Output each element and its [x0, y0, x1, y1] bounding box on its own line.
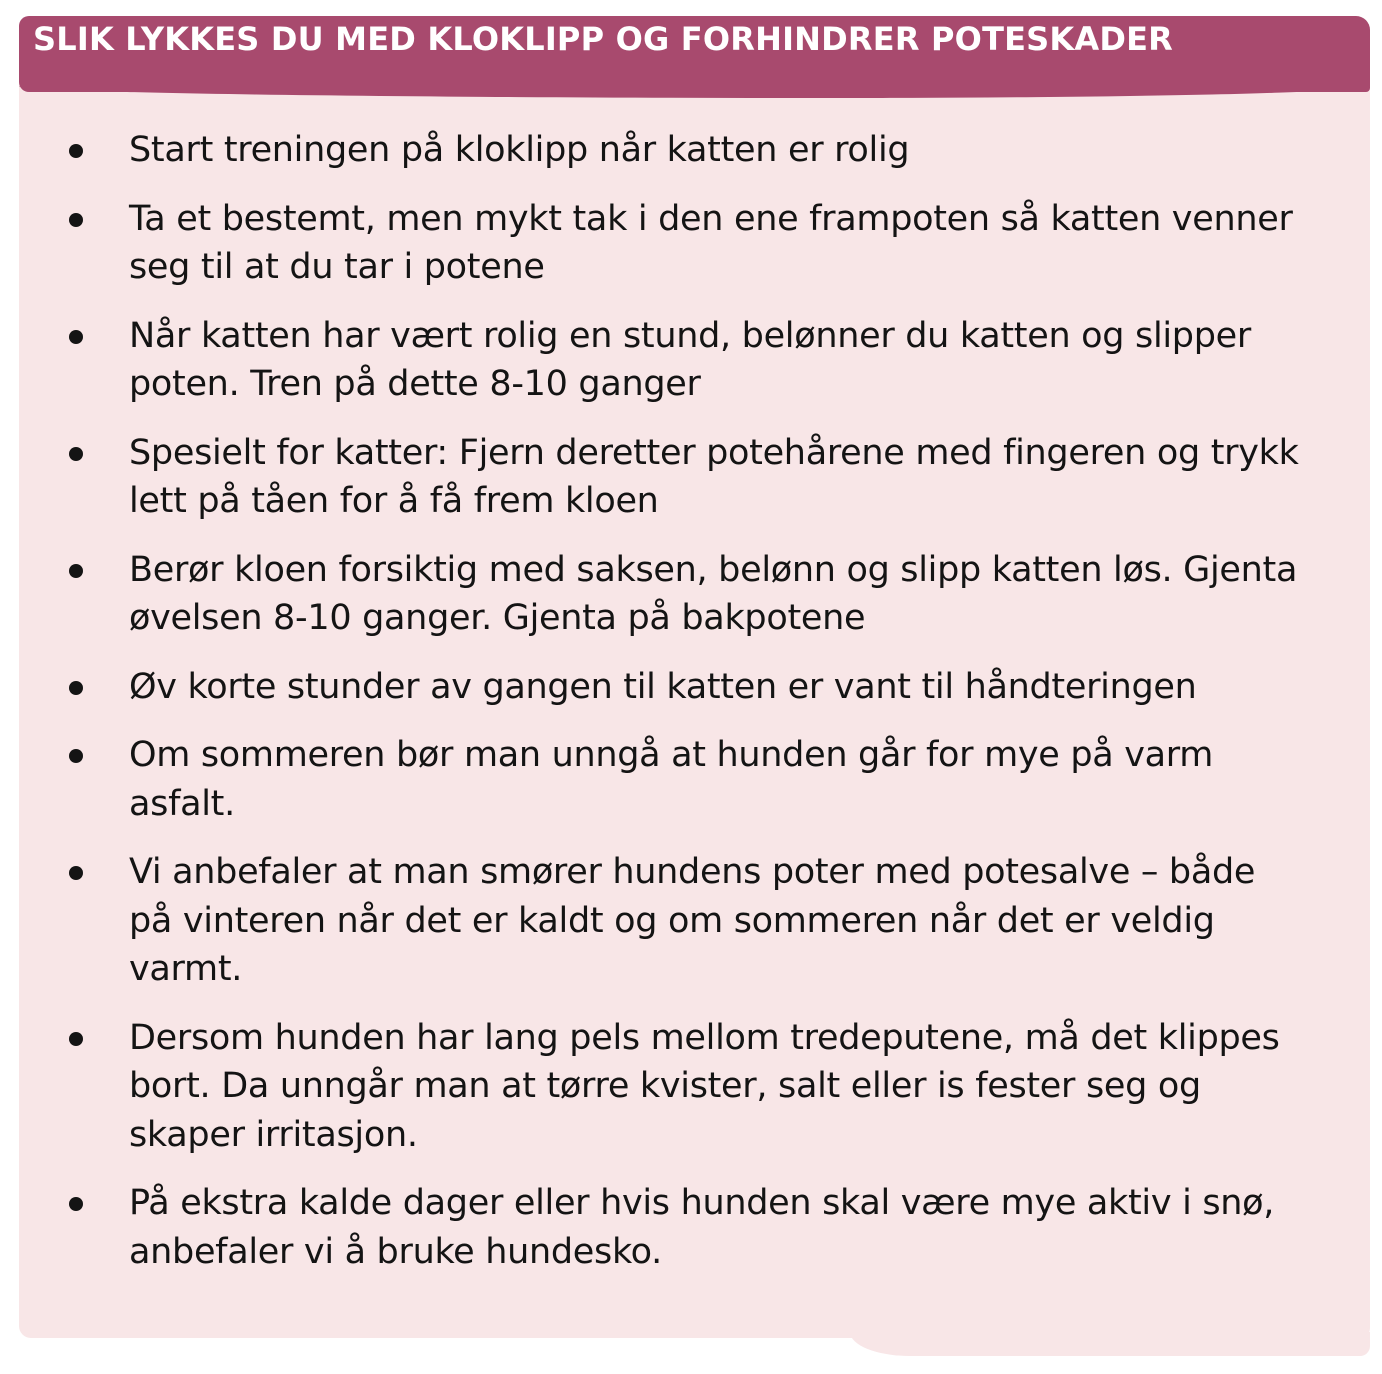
list-item — [61, 731, 1301, 828]
bullet-icon — [69, 330, 83, 344]
bullet-icon — [69, 1032, 83, 1046]
list-item — [61, 195, 1301, 292]
list-item-text: Dersom hunden har lang pels mellom tredeputene, må det klippes bort. Da unngår man at tørre kvister, salt eller is fester seg og skaper irritasjon. — [129, 1017, 1280, 1155]
list-item — [61, 312, 1301, 409]
bullet-icon — [69, 144, 83, 158]
bullet-icon — [69, 681, 83, 695]
bullet-icon — [69, 213, 83, 227]
list-item-text: På ekstra kalde dager eller hvis hunden skal være mye aktiv i snø, anbefaler vi å bruke hundesko. — [129, 1183, 1275, 1272]
bullet-icon — [69, 749, 83, 763]
list-item-text: Når katten har vært rolig en stund, belønner du katten og slipper poten. Tren på dette 8-10 ganger — [129, 315, 1251, 404]
tips-list — [61, 126, 1301, 1296]
list-item-text: Ta et bestemt, men mykt tak i den ene frampoten så katten venner seg til at du tar i potene — [129, 198, 1293, 287]
list-item-text: Spesielt for katter: Fjern deretter potehårene med fingeren og trykk lett på tåen for å få frem kloen — [129, 432, 1299, 521]
list-item — [61, 848, 1301, 994]
list-item-text: Øv korte stunder av gangen til katten er vant til håndteringen — [129, 666, 1197, 707]
list-item — [61, 663, 1301, 712]
bullet-icon — [69, 1197, 83, 1211]
list-item — [61, 546, 1301, 643]
list-item — [61, 1179, 1301, 1276]
bullet-icon — [69, 866, 83, 880]
list-item — [61, 1014, 1301, 1160]
bullet-icon — [69, 564, 83, 578]
bullet-icon — [69, 447, 83, 461]
list-item-text: Om sommeren bør man unngå at hunden går for mye på varm asfalt. — [129, 735, 1214, 824]
list-item — [61, 126, 1301, 175]
list-item-text: Berør kloen forsiktig med saksen, belønn og slipp katten løs. Gjenta øvelsen 8-10 ganger. Gjenta på bakpotene — [129, 549, 1298, 638]
list-item-text: Start treningen på kloklipp når katten er rolig — [129, 130, 910, 170]
list-item-text: Vi anbefaler at man smører hundens poter med potesalve – både på vinteren når det er kaldt og om sommeren når det er veldig varmt. — [129, 852, 1256, 989]
list-item — [61, 429, 1301, 526]
heading-title: SLIK LYKKES DU MED KLOKLIPP OG FORHINDRER POTESKADER — [33, 20, 1174, 58]
